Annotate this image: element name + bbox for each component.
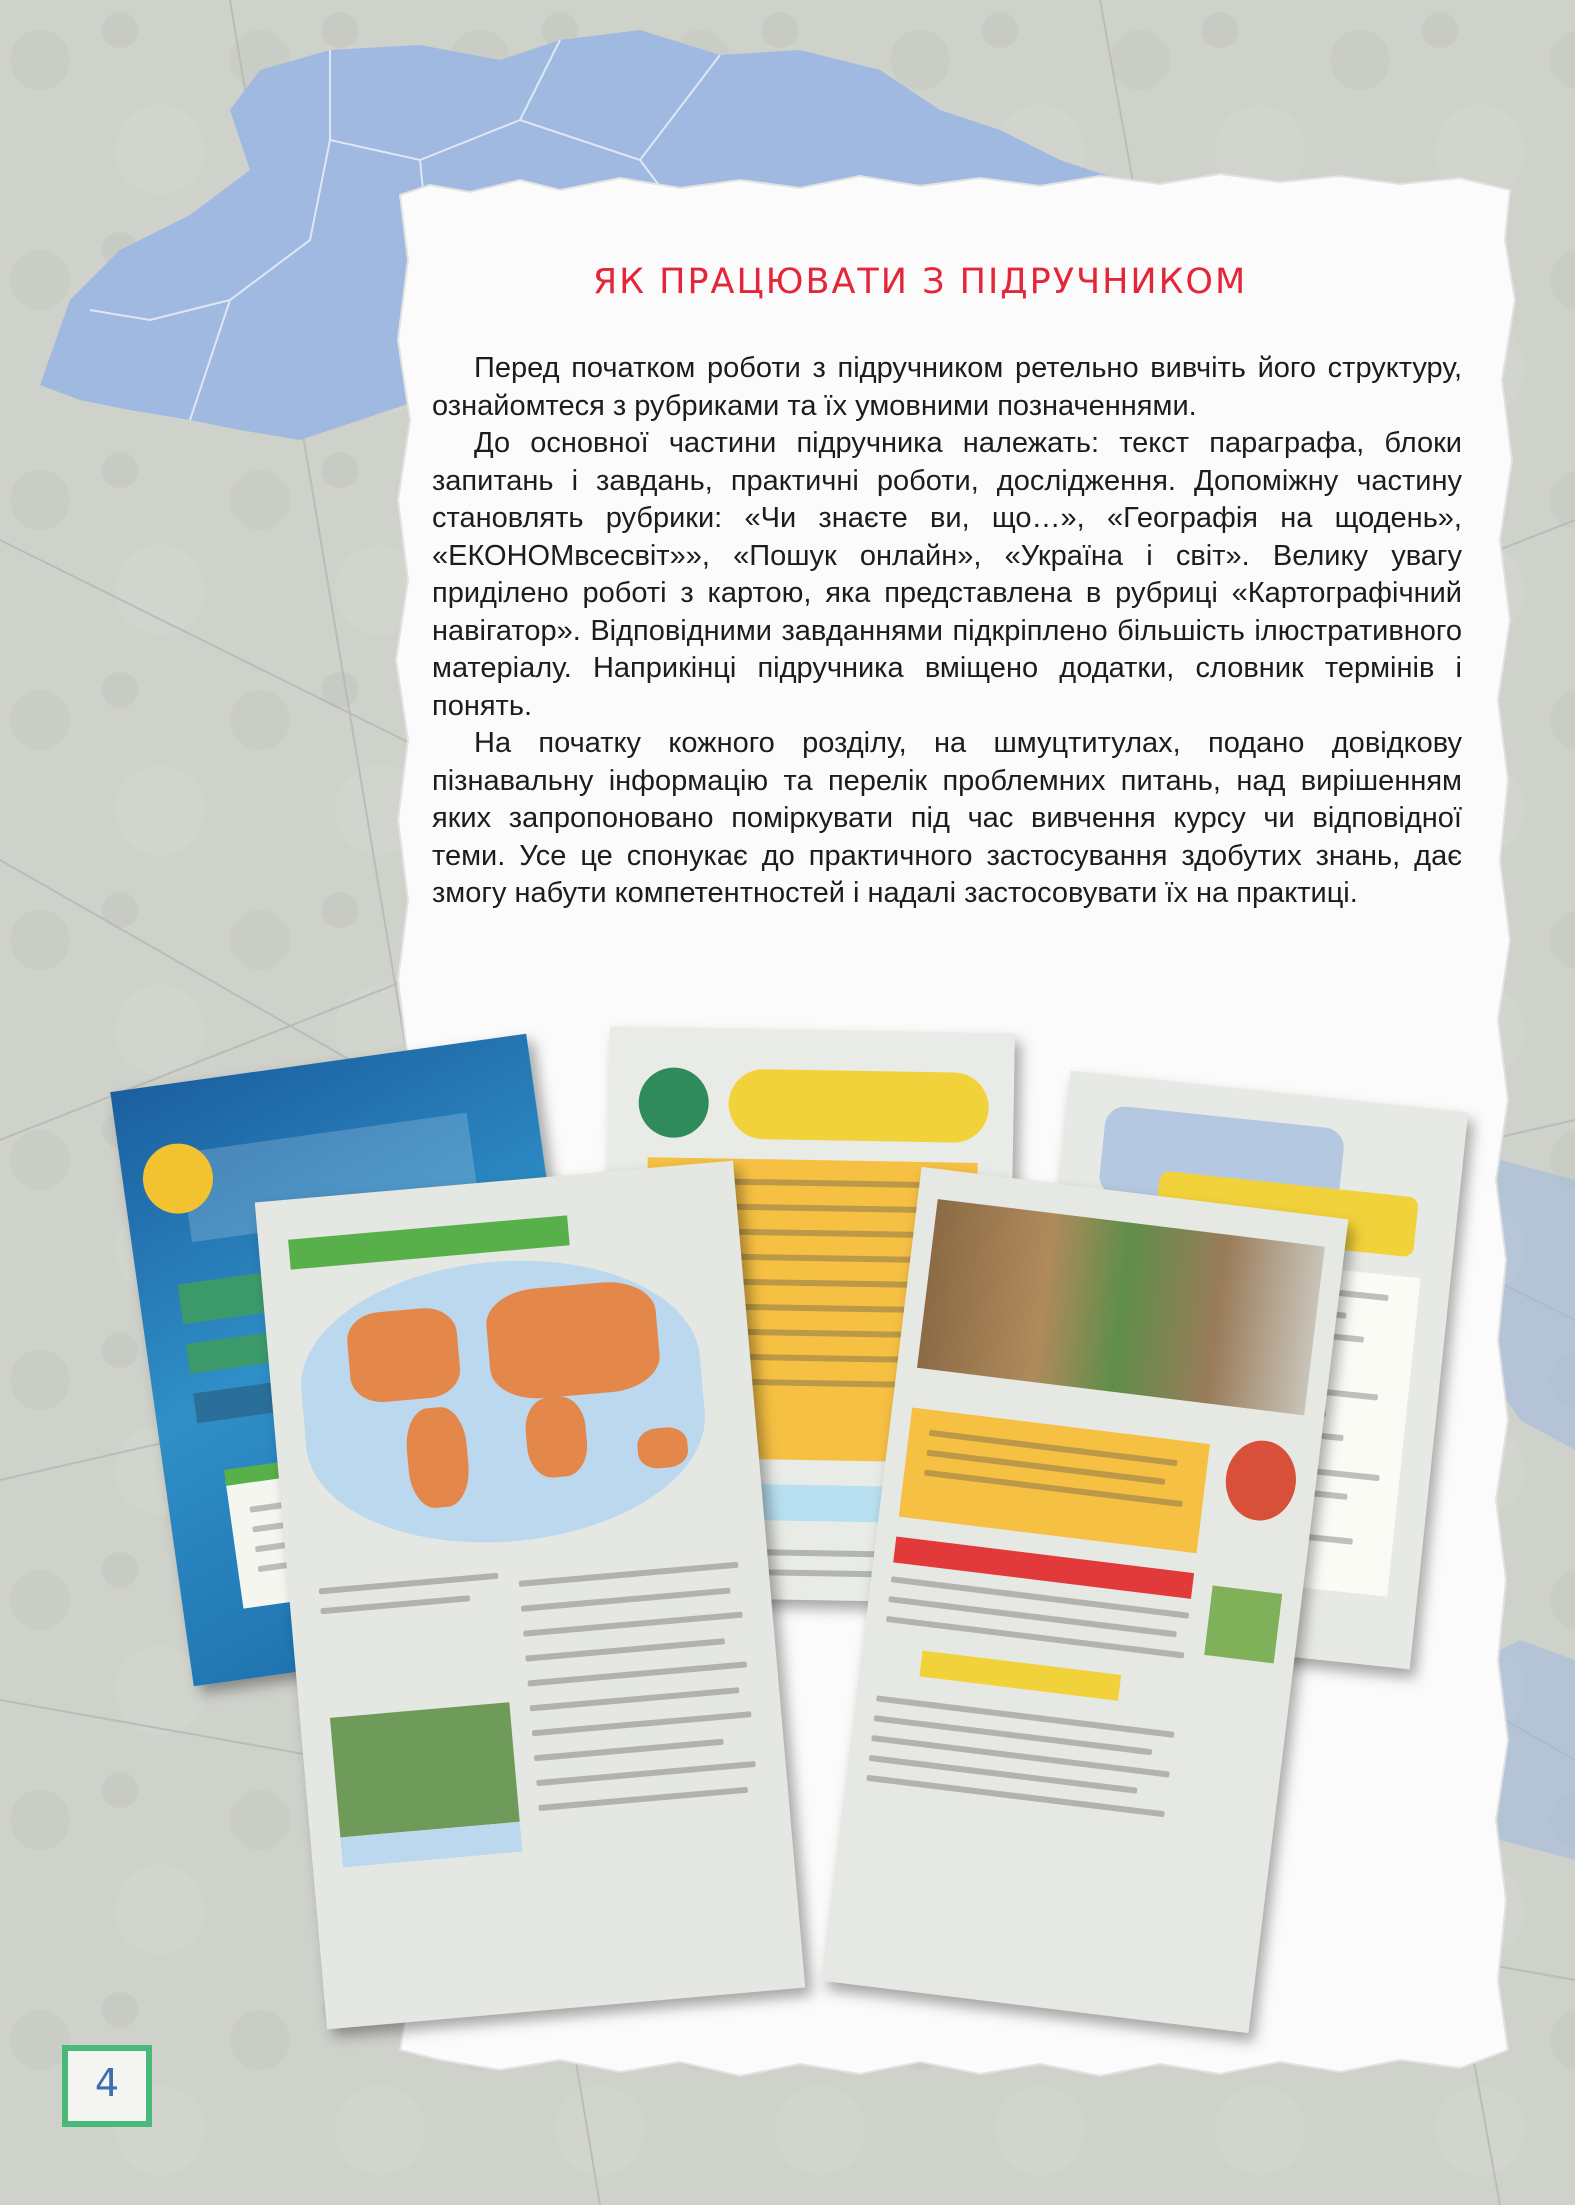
paragraph-1: Перед початком роботи з підручником ретельно вивчіть його структуру, ознайомтеся з рубриками та їх умовними позначеннями. xyxy=(432,352,1462,422)
intro-text xyxy=(432,350,1462,913)
paragraph-3: На початку кожного розділу, на шмуцтитулах, подано довідкову пізнавальну інформацію та перелік проблемних питань, над вирішенням яких запропоновано поміркувати під час вивчення курсу чи відповідної теми. Усе це спонукає до практичного застосування здобутих знань, дає змогу набути компетентностей і надалі застосовувати їх на практиці. xyxy=(432,727,1462,909)
page-number: 4 xyxy=(94,2061,120,2105)
world-map-page-thumbnail xyxy=(255,1161,806,2030)
paragraph-2: До основної частини підручника належать: текст параграфа, блоки запитань і завдань, практичні роботи, дослідження. Допоміжну частину становлять рубрики: «Чи знаєте ви, що…», «Географія на щодень», «ЕКОНОМвсесвіт»», «Пошук онлайн», «Україна і світ». Велику увагу приділено роботі з картою, яка представлена в рубриці «Картографічний навігатор». Відповідними завданнями підкріплено більшість ілюстративного матеріалу. Наприкінці підручника вміщено додатки, словник термінів і понять. xyxy=(432,427,1462,722)
page-heading: ЯК ПРАЦЮВАТИ З ПІДРУЧНИКОМ xyxy=(592,262,1248,302)
page-number-box xyxy=(62,2045,152,2127)
